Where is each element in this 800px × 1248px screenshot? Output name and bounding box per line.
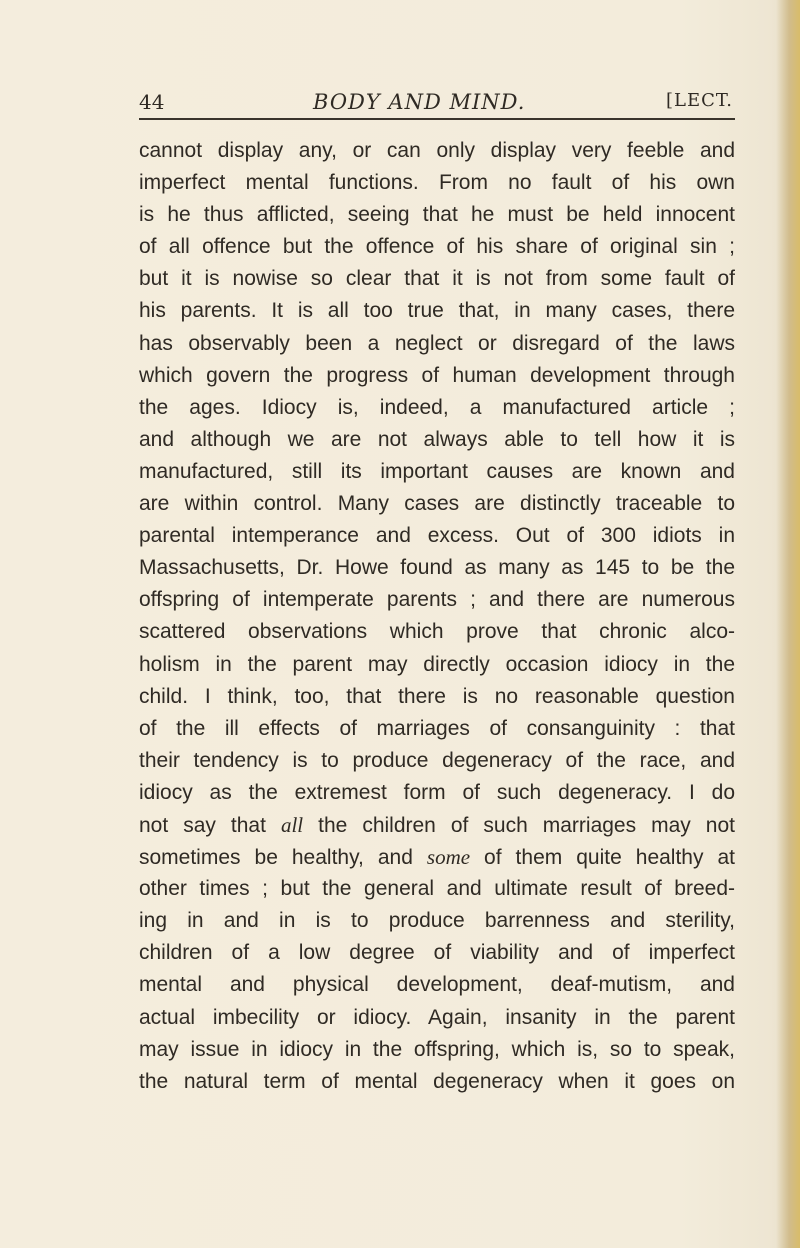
text-segment: of them quite healthy at bbox=[470, 846, 735, 870]
text-line: has observably been a neglect or disregard of the laws bbox=[139, 331, 735, 355]
text-line: offspring of intemperate parents ; and there are numerous bbox=[139, 588, 735, 612]
text-line: imperfect mental functions. From no fault of his own bbox=[139, 171, 735, 195]
text-line: is he thus afflicted, seeing that he must be held innocent bbox=[139, 203, 735, 227]
text-line: are within control. Many cases are distinctly traceable to bbox=[139, 492, 735, 516]
text-line: mental and physical development, deaf-mutism, and bbox=[139, 973, 735, 997]
text-line: holism in the parent may directly occasion idiocy in the bbox=[139, 652, 735, 676]
text-line: the ages. Idiocy is, indeed, a manufactured article ; bbox=[139, 395, 735, 419]
text-line: ing in and in is to produce barrenness and sterility, bbox=[139, 909, 735, 933]
text-line: his parents. It is all too true that, in many cases, there bbox=[139, 299, 735, 323]
text-line: but it is nowise so clear that it is not from some fault of bbox=[139, 267, 735, 291]
text-line: other times ; but the general and ultimate result of breed- bbox=[139, 877, 735, 901]
text-line: their tendency is to produce degeneracy of the race, and bbox=[139, 748, 735, 772]
italic-emphasis: all bbox=[280, 812, 304, 837]
body-text bbox=[139, 135, 735, 1098]
text-line: may issue in idiocy in the offspring, which is, so to speak, bbox=[139, 1037, 735, 1061]
text-line: manufactured, still its important causes are known and bbox=[139, 459, 735, 483]
italic-emphasis: some bbox=[426, 845, 471, 870]
text-line: Massachusetts, Dr. Howe found as many as 145 to be the bbox=[139, 556, 735, 580]
text-line: children of a low degree of viability and of imperfect bbox=[139, 941, 735, 965]
text-line: actual imbecility or idiocy. Again, insanity in the parent bbox=[139, 1005, 735, 1029]
text-line: the natural term of mental degeneracy when it goes on bbox=[139, 1069, 735, 1093]
text-line-with-italic bbox=[139, 809, 735, 841]
text-line: child. I think, too, that there is no reasonable question bbox=[139, 684, 735, 708]
header-rule bbox=[139, 118, 735, 120]
text-segment: the children of such marriages may not bbox=[303, 813, 735, 837]
text-line: idiocy as the extremest form of such degeneracy. I do bbox=[139, 780, 735, 804]
text-line: parental intemperance and excess. Out of 300 idiots in bbox=[139, 524, 735, 548]
page-number: 44 bbox=[139, 90, 165, 114]
text-line: of all offence but the offence of his share of original sin ; bbox=[139, 235, 735, 259]
running-title: BODY AND MIND. bbox=[313, 90, 526, 114]
text-line: and although we are not always able to tell how it is bbox=[139, 427, 735, 451]
text-line-with-italic bbox=[139, 841, 735, 873]
text-segment: sometimes be healthy, and bbox=[139, 846, 427, 870]
running-header bbox=[139, 90, 735, 120]
lecture-label: [LECT. bbox=[666, 90, 733, 111]
text-line: cannot display any, or can only display very feeble and bbox=[139, 139, 735, 162]
text-segment: not say that bbox=[139, 813, 281, 837]
text-line: scattered observations which prove that chronic alco- bbox=[139, 620, 735, 644]
text-line: of the ill effects of marriages of consanguinity : that bbox=[139, 716, 735, 740]
page-edge-shadow bbox=[776, 0, 800, 1248]
text-line: which govern the progress of human development through bbox=[139, 363, 735, 387]
